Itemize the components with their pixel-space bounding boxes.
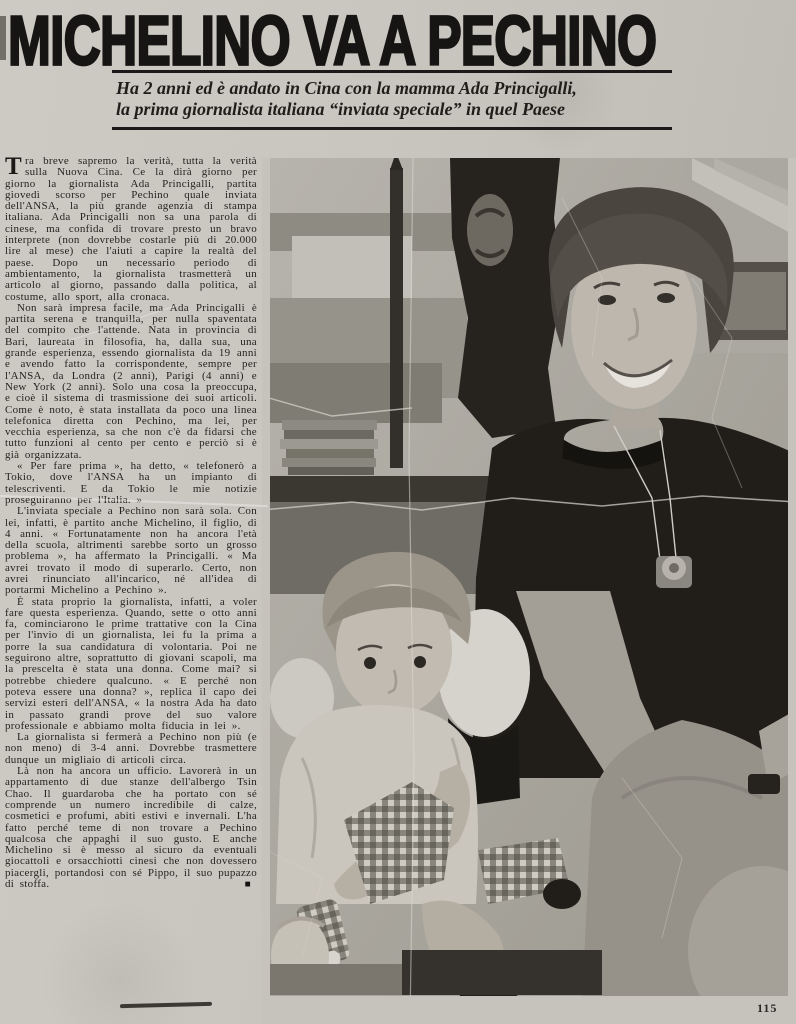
paragraph-text: ra breve sapremo la verità, tutta la verità sulla Nuova Cina. Ce la dirà giorno per giorno la giornalista Ada Princigalli, partita giovedì scorso per Pechino quale inviata dell'ANSA, la più grande agenzia di stampa italiana. Ada Princigalli non sa una parola di cinese, ma confida di trovare presto un bravo interprete (non dovrebbe costarle più di 20.000 lire al mese) che l'aiuti a capire la realtà del paese. Dopo un necessario periodo di ambientamento, la giornalista trasmetterà un articolo al giorno, passando dalla politica, al costume, allo sport, alla cronaca. [5, 155, 257, 303]
paragraph [5, 766, 257, 890]
paragraph: La giornalista si fermerà a Pechino non più (e non meno) di 3-4 anni. Dovrebbe trasmettere dunque un migliaio di articoli circa. [5, 731, 257, 766]
floor-shadow [402, 950, 602, 995]
ink-smudge [120, 1002, 212, 1008]
paragraph: « Per fare prima », ha detto, « telefonerò a Tokio, dove l'ANSA ha un impianto di telescriventi. E da Tokio le mie notizie proseguiranno per l'Italia. » [5, 460, 257, 506]
drop-cap: T [5, 153, 22, 180]
subhead-line-2: la prima giornalista italiana “inviata speciale” in quel Paese [116, 99, 566, 119]
paragraph: Non sarà impresa facile, ma Ada Princigalli è partita serena e tranquilla, per nulla spaventata del compito che l'attende. Nata in provincia di Bari, laureata in filosofia, ha, dalla sua, una grande esperienza, essendo giornalista da 19 anni e avendo fatto la corrispondente, sempre per l'ANSA, da Londra (2 anni), Parigi (4 anni) e New York (2 anni). Solo una cosa la preoccupa, e cioè il sistema di trasmissione dei suoi articoli. Come è noto, è stata installata da poco una linea telefonica diretta con Pechino, ma lei, per vecchia esperienza, sa che non c'è da fidarsi che tutto funzioni al cento per cento e perciò si è già organizzata. [5, 301, 257, 461]
paragraph: È stata proprio la giornalista, infatti, a voler fare questa esperienza. Quando, sette o otto anni fa, cominciarono le prime trattative con la Cina per l'invio di un giornalista, lei fu la prima a porre la sua candidatura di volontaria. Poi ne seguirono altre, soprattutto di giovani scapoli, ma la prescelta è stata una donna. Come mai? si potrebbe chiedere qualcuno. « E perché non poteva essere una donna? », replica il capo dei servizi esteri dell'ANSA, « la nostra Ada ha dato in passato grandi prove del suo valore professionale e abbiamo molta fiducia in lei ». [5, 595, 257, 732]
scan-edge-mark [0, 16, 6, 60]
paragraph-text: Là non ha ancora un ufficio. Lavorerà in un appartamento di due stanze dell'albergo Tsin Chao. Il guardaroba che ha portato con sé comprende un numero incredibile di calze, cosmetici e profumi, abiti estivi e invernali. L'ha fatto perché teme di non trovare a Pechino qualcosa che appaghi il suo gusto. E anche Michelino si è messo al sicuro da eventuali giocattoli e orsacchiotti cinesi che non dovessero piacergli, portandosi con sé Pippo, il suo pupazzo di stoffa. [5, 765, 257, 890]
subhead-line-1: Ha 2 anni ed è andato in Cina con la mamma Ada Princigalli, [116, 78, 577, 98]
page-number: 115 [757, 1001, 778, 1015]
photo-illustration [262, 158, 796, 1024]
headline: MICHELINO VA A PECHINO [8, 1, 657, 80]
floor [262, 964, 412, 995]
end-of-article-mark: ■ [244, 879, 251, 891]
paragraph [5, 153, 257, 303]
article-column [5, 153, 257, 891]
subhead-block [112, 70, 672, 130]
article-photo [262, 158, 796, 1024]
paragraph: L'inviata speciale a Pechino non sarà sola. Con lei, infatti, è partito anche Michelino, il figlio, di 4 anni. « Fortunatamente non ha ancora l'età della scuola, altrimenti sarebbe sorto un grosso problema », ha affermato la Princigalli. « Ma avrei trovato il modo di superarlo. Certo, non avrei rinunciato all'incarico, né all'idea di portarmi Michelino a Pechino ». [5, 505, 257, 597]
